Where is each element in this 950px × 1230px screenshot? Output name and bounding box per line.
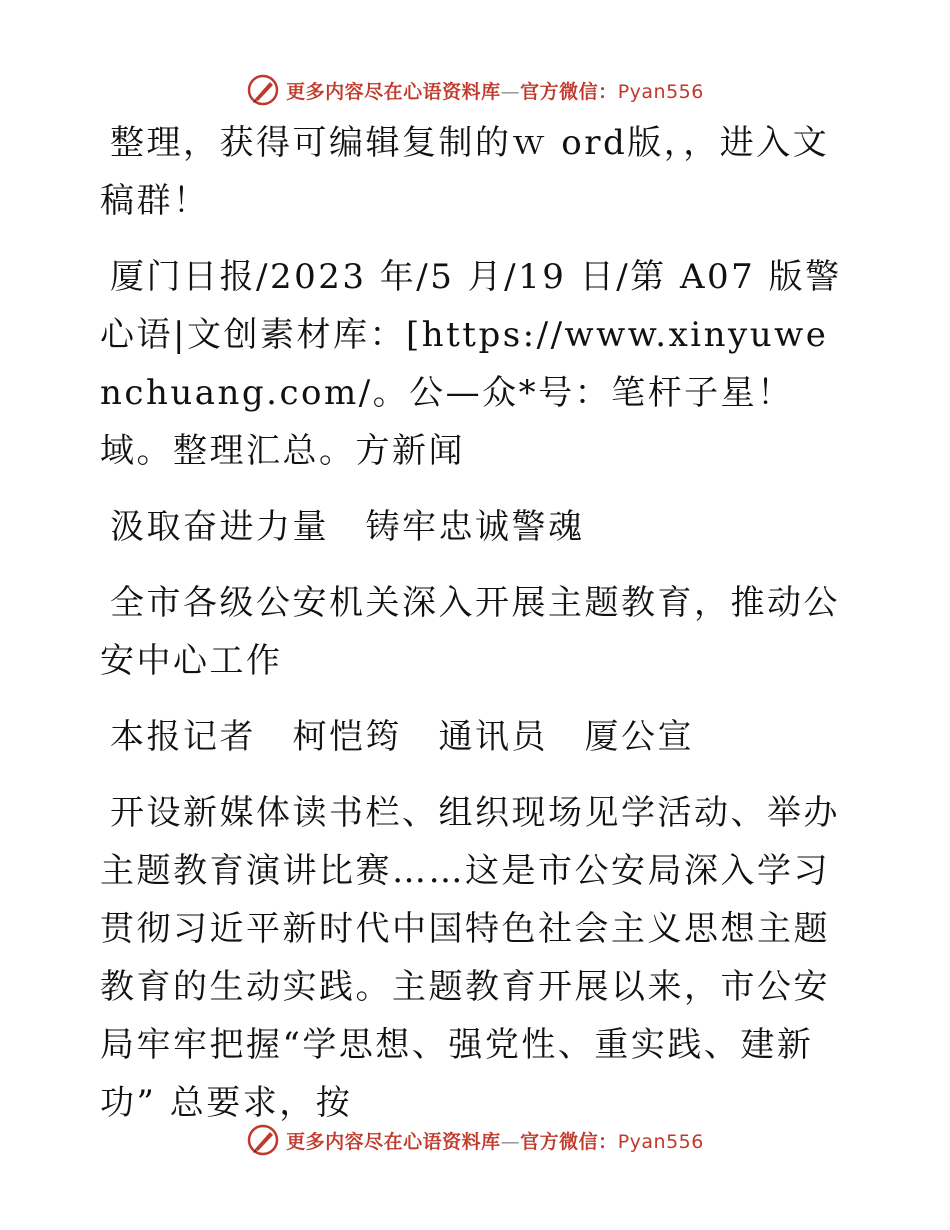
watermark-text: 更多内容尽在心语资料库—官方微信：Pyan556 bbox=[286, 1130, 704, 1153]
paragraph-intro: 整理，获得可编辑复制的ｗ ord版，，进入文稿群！ bbox=[100, 123, 830, 221]
header-watermark bbox=[0, 70, 950, 110]
article-subheadline: 全市各级公安机关深入开展主题教育，推动公安中心工作 bbox=[100, 583, 840, 681]
feather-pen-icon bbox=[246, 73, 280, 107]
paragraph-source: 厦门日报/2023 年/5 月/19 日/第 A07 版警心语|文创素材库：[https://www.xinyuwenchuang.com/。公—众*号：笔杆子星！域。整理汇总。方新闻 bbox=[100, 257, 842, 471]
footer-watermark bbox=[0, 1120, 950, 1160]
article-byline: 本报记者 柯恺筠 通讯员 厦公宣 bbox=[110, 717, 694, 757]
article-headline: 汲取奋进力量 铸牢忠诚警魂 bbox=[110, 507, 585, 547]
watermark-text: 更多内容尽在心语资料库—官方微信：Pyan556 bbox=[286, 80, 704, 103]
feather-pen-icon bbox=[246, 1123, 280, 1157]
article-body-paragraph: 开设新媒体读书栏、组织现场见学活动、举办主题教育演讲比赛……这是市公安局深入学习贯彻习近平新时代中国特色社会主义思想主题教育的生动实践。主题教育开展以来，市公安局牢牢把握“学思想、强党性、重实践、建新功” 总要求，按 bbox=[100, 793, 840, 1123]
document-body bbox=[100, 114, 850, 1150]
